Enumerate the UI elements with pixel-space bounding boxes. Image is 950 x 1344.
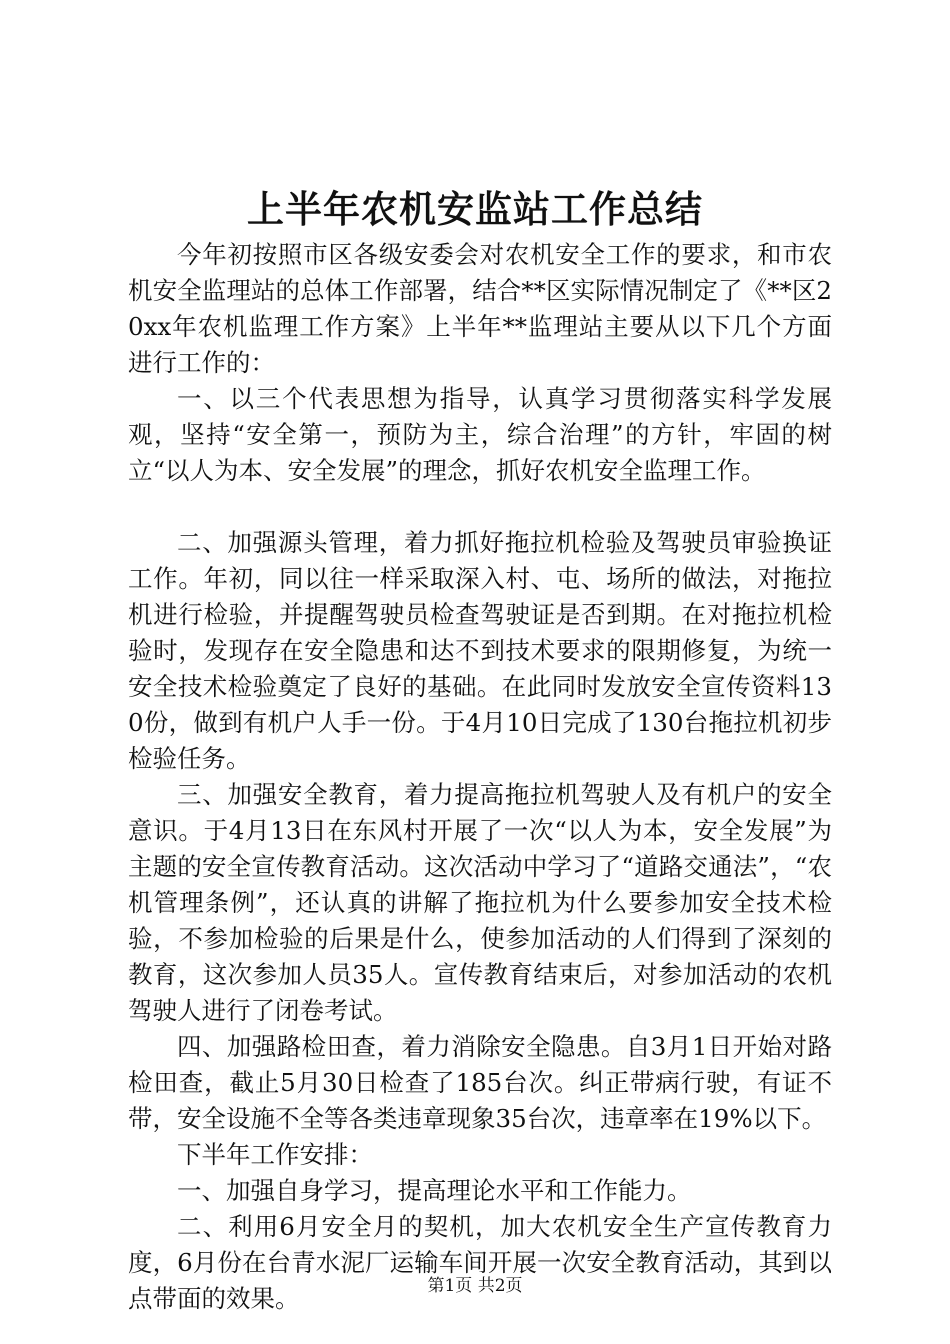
paragraph-item-2: 二、加强源头管理，着力抓好拖拉机检验及驾驶员审验换证工作。年初，同以往一样采取深入村、屯、场所的做法，对拖拉机进行检验，并提醒驾驶员检查驾驶证是否到期。在对拖拉机检验时，发现存在安全隐患和达不到技术要求的限期修复，为统一安全技术检验奠定了良好的基础。在此同时发放安全宣传资料130份，做到有机户人手一份。于4月10日完成了130台拖拉机初步检验任务。 (128, 528, 832, 773)
paragraph-item-3: 三、加强安全教育，着力提高拖拉机驾驶人及有机户的安全意识。于4月13日在东风村开展了一次“以人为本，安全发展”为主题的安全宣传教育活动。这次活动中学习了“道路交通法”，“农机管理条例”，还认真的讲解了拖拉机为什么要参加安全技术检验，不参加检验的后果是什么，使参加活动的人们得到了深刻的教育，这次参加人员35人。宣传教育结束后，对参加活动的农机驾驶人进行了闭卷考试。 (128, 780, 832, 1025)
paragraph-plan-1: 一、加强自身学习，提高理论水平和工作能力。 (177, 1176, 692, 1205)
paragraph-item-1: 一、以三个代表思想为指导，认真学习贯彻落实科学发展观，坚持“安全第一，预防为主，综合治理”的方针，牢固的树立“以人为本、安全发展”的理念，抓好农机安全监理工作。 (128, 384, 832, 485)
page-number-footer: 第1页 共2页 (427, 1276, 523, 1296)
paragraph-plan-2: 二、利用6月安全月的契机，加大农机安全生产宣传教育力度，6月份在台青水泥厂运输车间开展一次安全教育活动，其到以点带面的效果。 (128, 1212, 832, 1313)
paragraph-intro: 今年初按照市区各级安委会对农机安全工作的要求，和市农机安全监理站的总体工作部署，结合**区实际情况制定了《**区20xx年农机监理工作方案》上半年**监理站主要从以下几个方面进行工作的： (128, 240, 832, 377)
paragraph-item-4: 四、加强路检田查，着力消除安全隐患。自3月1日开始对路检田查，截止5月30日检查了185台次。纠正带病行驶，有证不带，安全设施不全等各类违章现象35台次，违章率在19%以下。 (128, 1032, 832, 1133)
paragraph-next-half-heading: 下半年工作安排： (177, 1140, 373, 1169)
document-title: 上半年农机安监站工作总结 (247, 187, 703, 231)
document-body (128, 237, 832, 1317)
